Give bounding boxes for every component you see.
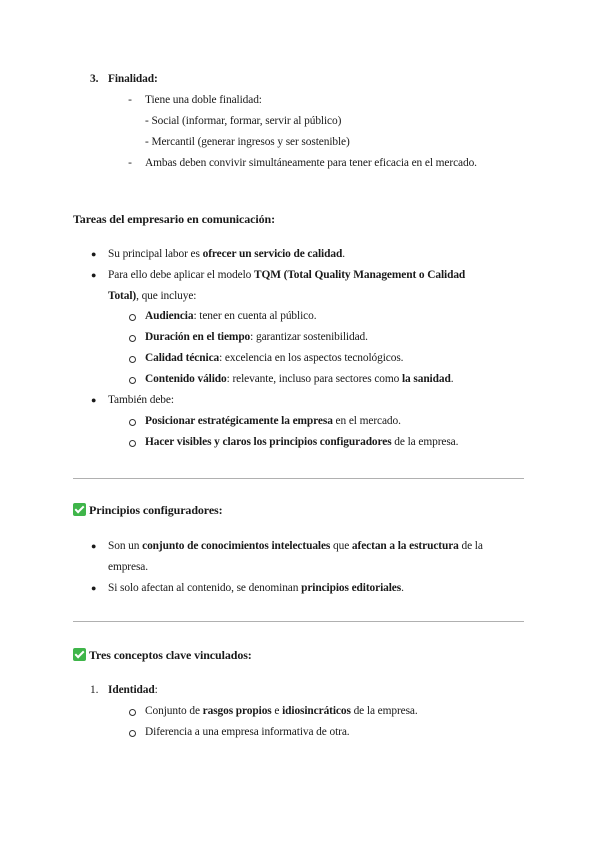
list-item-continuation: Total), que incluye:	[108, 290, 197, 302]
bullet-icon: ●	[91, 395, 97, 405]
tqm-item-duracion: Duración en el tiempo: garantizar sostenibilidad.	[145, 331, 368, 343]
bullet-icon: ●	[91, 541, 97, 551]
tqm-item-audiencia: Audiencia: tener en cuenta al público.	[145, 310, 317, 322]
circle-bullet-icon	[129, 440, 136, 447]
identidad-sub-item: Conjunto de rasgos propios e idiosincráticos de la empresa.	[145, 705, 418, 717]
dash-bullet: -	[128, 157, 132, 169]
list-item: Su principal labor es ofrecer un servicio de calidad.	[108, 248, 345, 260]
circle-bullet-icon	[129, 335, 136, 342]
list-item: Tiene una doble finalidad:	[145, 94, 262, 106]
list-item: Para ello debe aplicar el modelo TQM (Total Quality Management o Calidad	[108, 269, 466, 281]
circle-bullet-icon	[129, 377, 136, 384]
list-item: También debe:	[108, 394, 174, 406]
section-title-tareas: Tareas del empresario en comunicación:	[73, 212, 275, 226]
list-item: Son un conjunto de conocimientos intelectuales que afectan a la estructura de la	[108, 540, 483, 552]
section-title-finalidad: Finalidad:	[108, 73, 158, 85]
tambien-item-principios: Hacer visibles y claros los principios configuradores de la empresa.	[145, 436, 459, 448]
bullet-icon: ●	[91, 270, 97, 280]
circle-bullet-icon	[129, 709, 136, 716]
identidad-sub-item: Diferencia a una empresa informativa de otra.	[145, 726, 350, 738]
divider	[73, 478, 524, 479]
section-title-conceptos: Tres conceptos clave vinculados:	[73, 648, 252, 663]
list-number: 3.	[90, 73, 99, 85]
tqm-item-contenido: Contenido válido: relevante, incluso para sectores como la sanidad.	[145, 373, 454, 385]
list-item: Si solo afectan al contenido, se denominan principios editoriales.	[108, 582, 404, 594]
divider	[73, 621, 524, 622]
list-item-continuation: empresa.	[108, 561, 148, 573]
check-mark-icon	[73, 648, 86, 661]
check-mark-icon	[73, 503, 86, 516]
section-title-principios: Principios configuradores:	[73, 503, 223, 518]
list-number: 1.	[90, 684, 99, 696]
circle-bullet-icon	[129, 730, 136, 737]
bullet-icon: ●	[91, 249, 97, 259]
circle-bullet-icon	[129, 314, 136, 321]
dash-bullet: -	[128, 94, 132, 106]
bullet-icon: ●	[91, 583, 97, 593]
sub-item-social: - Social (informar, formar, servir al público)	[145, 115, 342, 127]
tqm-item-calidad: Calidad técnica: excelencia en los aspectos tecnológicos.	[145, 352, 404, 364]
sub-item-mercantil: - Mercantil (generar ingresos y ser sostenible)	[145, 136, 350, 148]
list-item-identidad: Identidad:	[108, 684, 158, 696]
circle-bullet-icon	[129, 356, 136, 363]
list-item: Ambas deben convivir simultáneamente para tener eficacia en el mercado.	[145, 157, 477, 169]
circle-bullet-icon	[129, 419, 136, 426]
tambien-item-posicionar: Posicionar estratégicamente la empresa en el mercado.	[145, 415, 401, 427]
